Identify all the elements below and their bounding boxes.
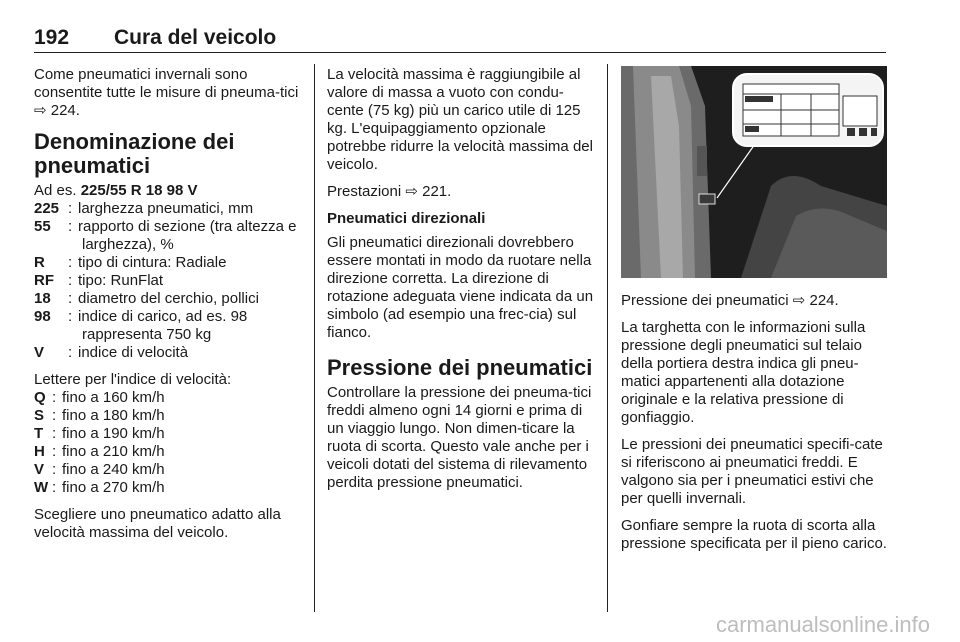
speed-row: Q : fino a 160 km/h bbox=[34, 389, 302, 407]
definition-row: V : indice di velocità bbox=[34, 344, 302, 362]
speed-row: T : fino a 190 km/h bbox=[34, 425, 302, 443]
example-prefix: Ad es. bbox=[34, 182, 81, 199]
column-1 bbox=[34, 66, 302, 551]
column-divider-2 bbox=[607, 64, 608, 612]
speed-row: V : fino a 240 km/h bbox=[34, 461, 302, 479]
winter-tyres-paragraph: Come pneumatici invernali sono consentite tutte le misure di pneuma-tici ⇨ 224. bbox=[34, 66, 299, 119]
tyre-pressure-heading: Pressione dei pneumatici bbox=[327, 355, 593, 380]
definition-row: RF : tipo: RunFlat bbox=[34, 272, 302, 290]
performance-reference: Prestazioni ⇨ 221. bbox=[327, 183, 452, 200]
speed-key: T bbox=[34, 425, 44, 442]
speed-row: H : fino a 210 km/h bbox=[34, 443, 302, 461]
definition-row: R : tipo di cintura: Radiale bbox=[34, 254, 302, 272]
example-line bbox=[34, 182, 302, 200]
definition-key: RF bbox=[34, 272, 54, 289]
speed-key: H bbox=[34, 443, 45, 460]
speed-desc: fino a 180 km/h bbox=[62, 407, 165, 424]
speed-desc: fino a 240 km/h bbox=[62, 461, 165, 478]
speed-row: S : fino a 180 km/h bbox=[34, 407, 302, 425]
speed-desc: fino a 270 km/h bbox=[62, 479, 165, 496]
speed-key: W bbox=[34, 479, 49, 496]
definition-row: 18 : diametro del cerchio, pollici bbox=[34, 290, 302, 308]
example-code: 225/55 R 18 98 V bbox=[80, 182, 198, 199]
definition-row: 98 : indice di carico, ad es. 98 rappresenta 750 kg bbox=[34, 308, 302, 344]
definition-key: R bbox=[34, 254, 45, 271]
column-divider-1 bbox=[314, 64, 315, 612]
chapter-title: Cura del veicolo bbox=[114, 26, 277, 49]
definition-desc: larghezza pneumatici, mm bbox=[78, 200, 254, 217]
column-3 bbox=[621, 66, 887, 562]
definition-desc: rapporto di sezione (tra altezza e larghezza), % bbox=[78, 218, 297, 253]
spare-wheel-paragraph: Gonfiare sempre la ruota di scorta alla pressione specificata per il pieno carico. bbox=[621, 517, 887, 552]
speed-key: V bbox=[34, 461, 45, 478]
speed-desc: fino a 210 km/h bbox=[62, 443, 165, 460]
pressure-check-paragraph: Controllare la pressione dei pneuma-tici freddi almeno ogni 14 giorni e prima di un viaggio lungo. Non dimen-ticare la ruota di scorta. Questo vale anche per i veicoli dotati del sistema di rilevamento perdita pressione pneumatici. bbox=[327, 384, 592, 491]
definition-desc: tipo di cintura: Radiale bbox=[78, 254, 227, 271]
directional-tyres-paragraph: Gli pneumatici direzionali dovrebbero essere montati in modo da ruotare nella direzione corretta. La direzione di rotazione adeguata viene indicata da un simbolo (ad esempio una frec-cia) sul fianco. bbox=[327, 234, 594, 341]
speed-index-list bbox=[34, 389, 302, 497]
definition-desc: diametro del cerchio, pollici bbox=[78, 290, 259, 307]
definition-desc: indice di carico, ad es. 98 rappresenta 750 kg bbox=[78, 308, 248, 343]
speed-key: S bbox=[34, 407, 45, 424]
definition-key: V bbox=[34, 344, 45, 361]
watermark: carmanualsonline.info bbox=[715, 612, 930, 637]
definition-key: 225 bbox=[34, 200, 60, 217]
directional-tyres-heading: Pneumatici direzionali bbox=[327, 210, 486, 227]
tyre-pressure-label-drawing bbox=[621, 66, 887, 278]
header-divider bbox=[34, 52, 886, 53]
page-number: 192 bbox=[34, 26, 70, 49]
max-speed-paragraph: La velocità massima è raggiungibile al valore di massa a vuoto con condu-cente (75 kg) più un carico utile di 125 kg. L'equipaggiamento opzionale potrebbe ridurre la velocità massima del veicolo. bbox=[327, 66, 593, 173]
cold-tyres-paragraph: Le pressioni dei pneumatici specifi-cate si riferiscono ai pneumatici freddi. E valgono sia per i pneumatici estivi che per quelli invernali. bbox=[621, 436, 883, 507]
speed-desc: fino a 160 km/h bbox=[62, 389, 165, 406]
definition-desc: indice di velocità bbox=[78, 344, 189, 361]
definition-key: 98 bbox=[34, 308, 51, 325]
page-header bbox=[34, 26, 886, 52]
speed-choice-paragraph: Scegliere uno pneumatico adatto alla velocità massima del veicolo. bbox=[34, 506, 281, 541]
definition-row: 225 : larghezza pneumatici, mm bbox=[34, 200, 302, 218]
speed-row: W : fino a 270 km/h bbox=[34, 479, 302, 497]
door-pillar-label-illustration bbox=[621, 66, 887, 278]
speed-key: Q bbox=[34, 389, 46, 406]
tyre-designation-list bbox=[34, 200, 302, 362]
pressure-reference: Pressione dei pneumatici ⇨ 224. bbox=[621, 292, 839, 309]
speed-index-intro: Lettere per l'indice di velocità: bbox=[34, 371, 232, 388]
speed-desc: fino a 190 km/h bbox=[62, 425, 165, 442]
tyre-designation-heading: Denominazione dei pneumatici bbox=[34, 129, 235, 178]
definition-row: 55 : rapporto di sezione (tra altezza e larghezza), % bbox=[34, 218, 302, 254]
definition-key: 55 bbox=[34, 218, 51, 235]
column-2 bbox=[327, 66, 595, 501]
definition-desc: tipo: RunFlat bbox=[78, 272, 164, 289]
definition-key: 18 bbox=[34, 290, 51, 307]
pressure-label-paragraph: La targhetta con le informazioni sulla pressione degli pneumatici sul telaio della portiera destra indica gli pneu-matici appartenenti alla dotazione originale e la relativa pressione di gonfiaggio. bbox=[621, 319, 866, 426]
